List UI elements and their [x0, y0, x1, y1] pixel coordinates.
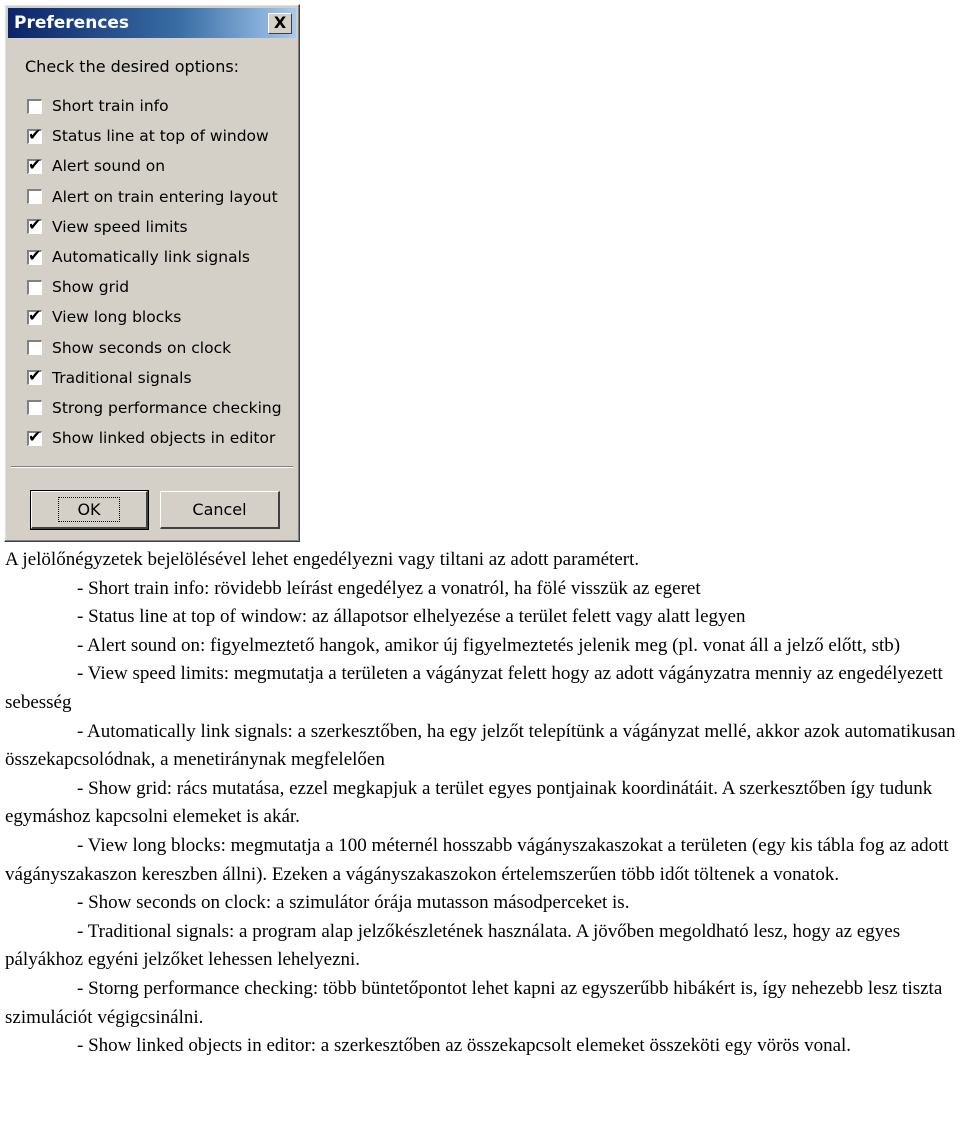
option-label: Show grid — [52, 278, 130, 297]
checkmark-icon: ✔ — [28, 245, 42, 265]
option-status-line-top[interactable] — [27, 121, 282, 151]
doc-paragraph: - Status line at top of window: az állapotsor elhelyezése a terület felett vagy alatt legyen — [77, 606, 746, 628]
dialog-title: Preferences — [14, 13, 130, 33]
doc-paragraph: - Show linked objects in editor: a szerkesztőben az összekapcsolt elemeket összeköti egy vörös vonal. — [77, 1035, 852, 1057]
ok-button[interactable] — [31, 491, 148, 529]
checkbox-status-line-top[interactable] — [27, 124, 42, 144]
option-auto-link-signals[interactable] — [27, 242, 282, 272]
doc-paragraph: - Storng performance checking: több büntetőpontot lehet kapni az egyszerűbb hibákért is, így nehezebb lesz tiszta szimulációt végigcsinálni. — [5, 977, 943, 1028]
option-view-long-blocks[interactable] — [27, 302, 282, 332]
checkbox-alert-sound[interactable] — [27, 154, 42, 174]
option-label: Status line at top of window — [52, 127, 269, 146]
checkbox-traditional-signals[interactable] — [27, 366, 42, 386]
preferences-dialog — [4, 4, 300, 542]
title-bar[interactable] — [8, 8, 296, 38]
option-short-train-info[interactable] — [27, 91, 282, 121]
close-button[interactable]: X — [268, 13, 292, 34]
checkmark-icon: ✔ — [28, 154, 42, 174]
cancel-button-label: Cancel — [192, 500, 247, 519]
doc-paragraph: - View speed limits: megmutatja a területen a vágányzat felett hogy az adott vágányzatra menniy az engedélyezett sebesség — [5, 663, 943, 713]
checkmark-icon: ✔ — [28, 426, 42, 446]
checkmark-icon: ✔ — [28, 215, 42, 235]
doc-paragraph: - Traditional signals: a program alap jelzőkészletének használata. A jövőben megoldható lesz, hogy az egyes pályákhoz egyéni jelzőket lehessen lehelyezni. — [5, 920, 901, 971]
checkmark-icon: ✔ — [28, 366, 42, 386]
option-show-grid[interactable] — [27, 272, 282, 302]
checkbox-view-speed-limits[interactable] — [27, 215, 42, 235]
ok-button-label: OK — [58, 497, 119, 522]
option-label: View speed limits — [52, 217, 188, 236]
doc-paragraph: - Show seconds on clock: a szimulátor órája mutasson másodperceket is. — [77, 892, 630, 914]
option-label: View long blocks — [52, 308, 182, 327]
checkbox-show-linked-objects[interactable] — [27, 426, 42, 446]
separator — [11, 466, 293, 468]
option-strong-performance[interactable] — [27, 393, 282, 423]
doc-paragraph: - Show grid: rács mutatása, ezzel megkapjuk a terület egyes pontjainak koordinátáit. A szerkesztőben így tudunk egymáshoz kapcsolni elemeket is akár. — [5, 777, 933, 828]
options-prompt: Check the desired options: — [25, 57, 240, 76]
option-label: Strong performance checking — [52, 398, 282, 417]
doc-paragraph: - Automatically link signals: a szerkesztőben, ha egy jelzőt telepítünk a vágányzat mellé, akkor azok automatikusan összekapcsolódnak, a menetiránynak megfelelően — [5, 720, 956, 771]
checkmark-icon: ✔ — [28, 305, 42, 325]
option-label: Alert on train entering layout — [52, 187, 278, 206]
option-view-speed-limits[interactable] — [27, 212, 282, 242]
checkbox-show-seconds[interactable] — [27, 340, 42, 355]
checkbox-alert-train-entering[interactable] — [27, 189, 42, 204]
option-label: Short train info — [52, 97, 169, 116]
cancel-button[interactable] — [160, 491, 280, 529]
option-label: Show linked objects in editor — [52, 429, 276, 448]
option-show-seconds[interactable] — [27, 333, 282, 363]
option-label: Alert sound on — [52, 157, 166, 176]
option-traditional-signals[interactable] — [27, 363, 282, 393]
checkbox-short-train-info[interactable] — [27, 99, 42, 114]
doc-paragraph: - Short train info: rövidebb leírást engedélyez a vonatról, ha fölé visszük az egeret — [77, 577, 701, 599]
option-alert-sound[interactable] — [27, 151, 282, 181]
checkbox-show-grid[interactable] — [27, 280, 42, 295]
option-alert-train-entering[interactable] — [27, 182, 282, 212]
doc-intro: A jelölőnégyzetek bejelölésével lehet engedélyezni vagy tiltani az adott paramétert. — [5, 549, 640, 570]
checkbox-strong-performance[interactable] — [27, 400, 42, 415]
option-label: Show seconds on clock — [52, 338, 232, 357]
checkbox-view-long-blocks[interactable] — [27, 305, 42, 325]
document-body — [5, 546, 957, 1061]
option-label: Traditional signals — [52, 368, 192, 387]
doc-paragraph: - View long blocks: megmutatja a 100 méternél hosszabb vágányszakaszokat a területen (egy kis tábla fog az adott vágányszakaszon kereszben állni). Ezeken a vágányszakaszokon értelemszerűen több időt töltenek a vonatok. — [5, 834, 949, 885]
option-label: Automatically link signals — [52, 248, 250, 267]
option-show-linked-objects[interactable] — [27, 423, 282, 453]
doc-paragraph: - Alert sound on: figyelmeztető hangok, amikor új figyelmeztetés jelenik meg (pl. vonat áll a jelző előtt, stb) — [77, 634, 901, 656]
checkbox-auto-link-signals[interactable] — [27, 245, 42, 265]
checkmark-icon: ✔ — [28, 124, 42, 144]
options-list — [27, 91, 282, 453]
